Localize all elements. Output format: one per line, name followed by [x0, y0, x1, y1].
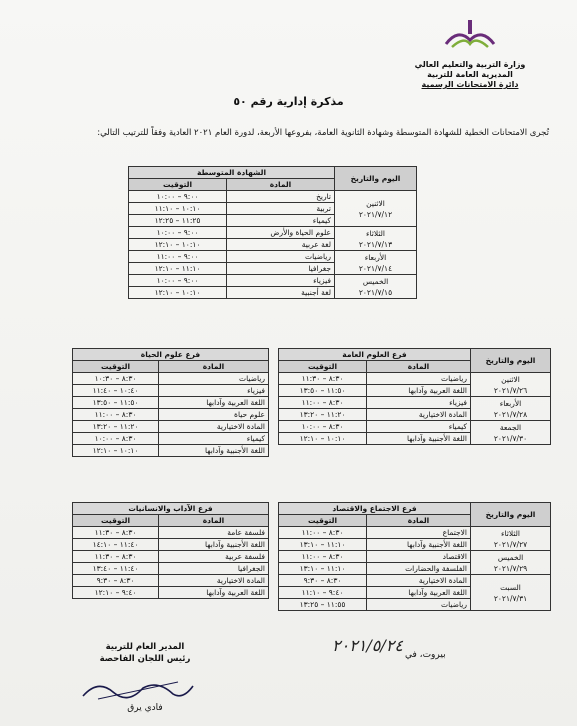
day-name: الاثنين [366, 198, 385, 208]
director-line-1: المدير العام للتربية [105, 642, 185, 652]
exam-date: ٢٠٢١/٧/٢٧ [493, 539, 528, 549]
sociology-economics-table [278, 502, 551, 611]
table-header-day: اليوم والتاريخ [471, 503, 551, 527]
table-row [73, 373, 269, 385]
subject-cell: المادة الاختيارية [159, 421, 269, 433]
table-caption: فرع العلوم العامة [279, 349, 471, 361]
subject-cell: لغة أجنبية [227, 287, 335, 299]
time-cell: ٩:٤٠ – ١٢:١٠ [73, 587, 159, 599]
day-name: الخميس [497, 552, 524, 562]
time-cell: ٨:٣٠ – ١١:٠٠ [73, 409, 159, 421]
time-cell: ١١:٤٠ – ١٤:١٠ [73, 539, 159, 551]
subject-cell: لغة عربية [227, 239, 335, 251]
brevet-schedule-table [128, 166, 417, 299]
time-cell: ٩:٠٠ – ١١:٠٠ [129, 251, 227, 263]
handwritten-signature [78, 674, 198, 704]
subject-cell: المادة الاختيارية [159, 575, 269, 587]
director-line-2: رئيس اللجان الفاحصة [99, 654, 191, 664]
time-cell: ١١:٥٥ – ١٣:٢٥ [279, 599, 367, 611]
day-name: الخميس [362, 276, 389, 286]
subject-cell: رياضيات [367, 373, 471, 385]
time-cell: ١٠:١٠ – ١٢:١٠ [129, 287, 227, 299]
table-header-time: التوقيت [73, 515, 159, 527]
day-date-cell [335, 191, 417, 227]
time-cell: ١٠:١٠ – ١٢:١٠ [129, 239, 227, 251]
subject-cell: تاريخ [227, 191, 335, 203]
exam-date: ٢٠٢١/٧/٢٨ [493, 409, 528, 419]
time-cell: ١١:٢٠ – ١٣:٢٠ [279, 409, 367, 421]
humanities-table [72, 502, 269, 599]
time-cell: ٨:٣٠ – ١٠:٠٠ [279, 421, 367, 433]
time-cell: ٨:٣٠ – ١١:٣٠ [279, 373, 367, 385]
time-cell: ١١:٥٠ – ١٣:٥٠ [73, 397, 159, 409]
subject-cell: رياضيات [227, 251, 335, 263]
subject-cell: الاقتصاد [367, 551, 471, 563]
day-date-cell [471, 551, 551, 575]
exam-date: ٢٠٢١/٧/١٥ [358, 287, 393, 297]
table-header-subject: المادة [367, 515, 471, 527]
day-name: الجمعة [499, 422, 522, 432]
day-name: الاثنين [501, 374, 520, 384]
table-caption-row [279, 503, 551, 515]
exam-date: ٢٠٢١/٧/٣١ [493, 593, 528, 603]
table-header-time: التوقيت [129, 179, 227, 191]
day-name: الثلاثاء [365, 228, 385, 238]
exam-date: ٢٠٢١/٧/٢٦ [493, 385, 528, 395]
subject-cell: اللغة الأجنبية وآدابها [159, 445, 269, 457]
table-header-row [73, 515, 269, 527]
day-date-cell [335, 227, 417, 251]
table-row [73, 527, 269, 539]
exam-date: ٢٠٢١/٧/٢٩ [493, 563, 528, 573]
directorate-name: المديرية العامة للتربية [427, 70, 513, 79]
day-name: الثلاثاء [501, 528, 521, 538]
time-cell: ٨:٣٠ – ١٠:٠٠ [73, 433, 159, 445]
time-cell: ١٠:١٠ – ١٢:١٠ [73, 445, 159, 457]
time-cell: ١١:٥٠ – ١٣:٥٠ [279, 385, 367, 397]
table-header-time: التوقيت [73, 361, 159, 373]
time-cell: ٩:٤٠ – ١١:١٠ [279, 587, 367, 599]
table-row [129, 227, 417, 239]
time-cell: ٨:٣٠ – ١١:٠٠ [279, 551, 367, 563]
table-row [279, 551, 551, 563]
subject-cell: كيمياء [227, 215, 335, 227]
footer-date: ٢٠٢١/٥/٢٤ [332, 636, 403, 655]
subject-cell: كيمياء [367, 421, 471, 433]
table-caption-row [279, 349, 551, 361]
table-caption: الشهادة المتوسطة [129, 167, 335, 179]
time-cell: ١٠:٤٠ – ١١:٤٠ [73, 385, 159, 397]
time-cell: ١١:١٠ – ١٣:١٠ [279, 539, 367, 551]
time-cell: ١١:٤٠ – ١٣:٤٠ [73, 563, 159, 575]
subject-cell: علوم حياة [159, 409, 269, 421]
table-row [73, 563, 269, 575]
time-cell: ٨:٣٠ – ٩:٣٠ [73, 575, 159, 587]
subject-cell: الاجتماع [367, 527, 471, 539]
subject-cell: اللغة الأجنبية وآدابها [367, 539, 471, 551]
table-header-subject: المادة [159, 361, 269, 373]
subject-cell: اللغة العربية وآدابها [159, 587, 269, 599]
day-date-cell [471, 421, 551, 445]
general-sciences-table [278, 348, 551, 445]
table-row [279, 397, 551, 409]
table-caption: فرع الاجتماع والاقتصاد [279, 503, 471, 515]
memo-intro: تُجرى الامتحانات الخطية للشهادة المتوسطة وشهادة الثانوية العامة، بفروعها الأربعة، لدورة العام ٢٠٢١ العادية وفقاً للترتيب التالي: [97, 128, 549, 138]
time-cell: ٨:٣٠ – ١١:٠٠ [279, 397, 367, 409]
time-cell: ٨:٣٠ – ١٠:٣٠ [73, 373, 159, 385]
ministry-header [385, 14, 555, 90]
table-row [73, 539, 269, 551]
day-date-cell [335, 275, 417, 299]
subject-cell: تربية [227, 203, 335, 215]
table-row [129, 275, 417, 287]
table-caption: فرع علوم الحياة [73, 349, 269, 361]
table-header-day: اليوم والتاريخ [335, 167, 417, 191]
table-header-subject: المادة [159, 515, 269, 527]
subject-cell: فلسفة عامة [159, 527, 269, 539]
table-row [73, 421, 269, 433]
day-date-cell [471, 373, 551, 397]
day-name: السبت [500, 582, 521, 592]
subject-cell: المادة الاختيارية [367, 409, 471, 421]
day-date-cell [335, 251, 417, 275]
table-row [73, 575, 269, 587]
subject-cell: اللغة الأجنبية وآدابها [159, 539, 269, 551]
time-cell: ٩:٠٠ – ١٠:٠٠ [129, 191, 227, 203]
day-date-cell [471, 397, 551, 421]
exam-date: ٢٠٢١/٧/١٣ [358, 239, 393, 249]
subject-cell: فيزياء [227, 275, 335, 287]
table-header-time: التوقيت [279, 515, 367, 527]
time-cell: ٩:٠٠ – ١٠:٠٠ [129, 227, 227, 239]
table-row [279, 575, 551, 587]
subject-cell: علوم الحياة والأرض [227, 227, 335, 239]
table-row [129, 191, 417, 203]
footer-place: بيروت، في [405, 650, 446, 660]
time-cell: ١٠:١٠ – ١١:١٠ [129, 203, 227, 215]
table-row [279, 527, 551, 539]
subject-cell: رياضيات [159, 373, 269, 385]
day-name: الأربعاء [499, 398, 522, 408]
table-row [73, 409, 269, 421]
subject-cell: فيزياء [159, 385, 269, 397]
exam-date: ٢٠٢١/٧/١٢ [358, 209, 393, 219]
table-header-subject: المادة [367, 361, 471, 373]
table-caption-row [73, 349, 269, 361]
table-row [73, 397, 269, 409]
ministry-name: وزارة التربية والتعليم العالي [414, 60, 526, 69]
subject-cell: المادة الاختيارية [367, 575, 471, 587]
exam-date: ٢٠٢١/٧/٣٠ [493, 433, 528, 443]
subject-cell: جغرافيا [227, 263, 335, 275]
time-cell: ٨:٣٠ – ١١:٣٠ [73, 527, 159, 539]
subject-cell: اللغة العربية وآدابها [367, 587, 471, 599]
time-cell: ١١:٢٠ – ١٣:٢٠ [73, 421, 159, 433]
table-row [129, 251, 417, 263]
time-cell: ٨:٣٠ – ٩:٣٠ [279, 575, 367, 587]
subject-cell: اللغة الأجنبية وآدابها [367, 433, 471, 445]
table-row [73, 551, 269, 563]
subject-cell: فيزياء [367, 397, 471, 409]
subject-cell: الجغرافيا [159, 563, 269, 575]
subject-cell: اللغة العربية وآدابها [367, 385, 471, 397]
table-caption-row [129, 167, 417, 179]
time-cell: ١١:٢٥ – ١٢:٢٥ [129, 215, 227, 227]
day-date-cell [471, 575, 551, 611]
subject-cell: رياضيات [367, 599, 471, 611]
subject-cell: الفلسفة والحضارات [367, 563, 471, 575]
director-title [50, 641, 240, 665]
time-cell: ٩:٠٠ – ١٠:٠٠ [129, 275, 227, 287]
signatory-name: فادي يرق [127, 703, 163, 713]
time-cell: ١٠:١٠ – ١٢:١٠ [279, 433, 367, 445]
time-cell: ١١:١٠ – ١٢:١٠ [129, 263, 227, 275]
ministry-logo-icon [438, 14, 502, 54]
table-row [73, 385, 269, 397]
memo-title: مذكرة إدارية رقم ٥٠ [233, 95, 344, 108]
table-row [279, 421, 551, 433]
department-name: دائرة الامتحانات الرسمية [421, 80, 519, 89]
time-cell: ٨:٣٠ – ١١:٠٠ [279, 527, 367, 539]
time-cell: ١١:١٠ – ١٣:١٠ [279, 563, 367, 575]
table-row [73, 433, 269, 445]
life-sciences-table [72, 348, 269, 457]
exam-date: ٢٠٢١/٧/١٤ [358, 263, 393, 273]
time-cell: ٨:٣٠ – ١١:٣٠ [73, 551, 159, 563]
subject-cell: فلسفة عربية [159, 551, 269, 563]
subject-cell: كيمياء [159, 433, 269, 445]
table-caption: فرع الآداب والانسانيات [73, 503, 269, 515]
table-row [73, 445, 269, 457]
table-header-subject: المادة [227, 179, 335, 191]
table-row [73, 587, 269, 599]
table-header-time: التوقيت [279, 361, 367, 373]
table-header-row [73, 361, 269, 373]
table-row [279, 373, 551, 385]
day-name: الأربعاء [364, 252, 387, 262]
table-caption-row [73, 503, 269, 515]
subject-cell: اللغة العربية وآدابها [159, 397, 269, 409]
table-header-day: اليوم والتاريخ [471, 349, 551, 373]
day-date-cell [471, 527, 551, 551]
